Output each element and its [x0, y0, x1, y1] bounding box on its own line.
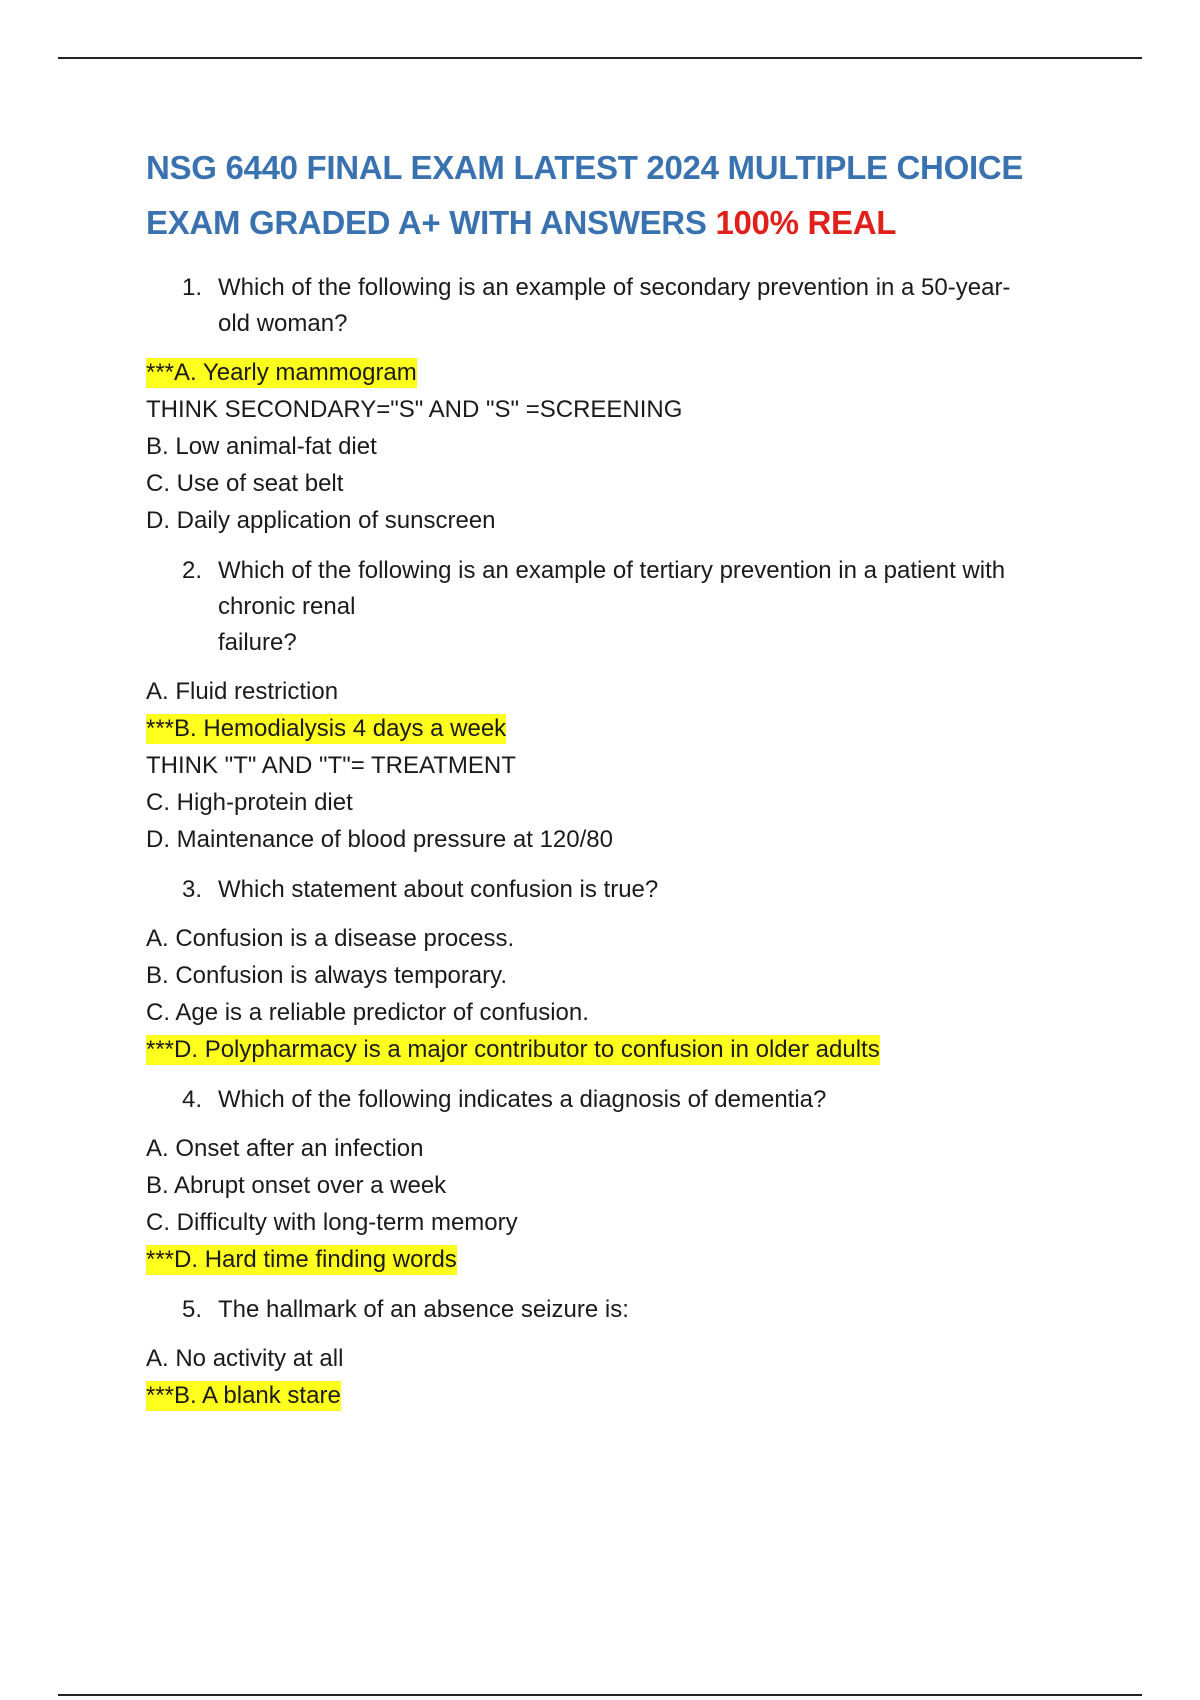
answer-line [146, 428, 1106, 465]
answer-text: A. Fluid restriction [146, 678, 339, 705]
question-3 [182, 872, 1082, 908]
question-number: 2. [182, 557, 203, 584]
answer-text: D. Daily application of sunscreen [146, 507, 496, 534]
question-text-line: old woman? [218, 310, 348, 337]
question-text-line: Which statement about confusion is true? [218, 876, 659, 903]
answer-line [146, 957, 1106, 994]
question-text [218, 1082, 1082, 1118]
question-number: 1. [182, 274, 203, 301]
question-1 [182, 270, 1082, 342]
answer-text: C. Age is a reliable predictor of confusion. [146, 999, 589, 1026]
answer-line [146, 747, 1106, 784]
question-text [218, 270, 1082, 342]
question-4 [182, 1082, 1082, 1118]
answer-text: C. Difficulty with long-term memory [146, 1209, 518, 1236]
answer-list [146, 1130, 1106, 1278]
header-rule [58, 57, 1142, 59]
answer-text: ***B. A blank stare [146, 1382, 341, 1409]
question-text-line: chronic renal [218, 593, 356, 620]
answer-text: B. Low animal-fat diet [146, 433, 377, 460]
answer-list [146, 673, 1106, 858]
title-accent: 100% REAL [715, 204, 897, 241]
correct-answer [146, 1031, 1106, 1068]
answer-text: ***B. Hemodialysis 4 days a week [146, 715, 507, 742]
answer-text: THINK SECONDARY="S" AND "S" =SCREENING [146, 396, 683, 423]
correct-answer [146, 354, 1106, 391]
answer-list [146, 354, 1106, 539]
answer-text: A. Confusion is a disease process. [146, 925, 515, 952]
answer-text: ***A. Yearly mammogram [146, 359, 417, 386]
answer-text: A. Onset after an infection [146, 1135, 424, 1162]
answer-line [146, 1167, 1106, 1204]
answer-text: THINK "T" AND "T"= TREATMENT [146, 752, 516, 779]
correct-answer [146, 1241, 1106, 1278]
question-5 [182, 1292, 1082, 1328]
question-2 [182, 553, 1082, 661]
question-text [218, 1292, 1082, 1328]
question-text-line: Which of the following is an example of tertiary prevention in a patient with [218, 557, 1006, 584]
question-number: 4. [182, 1086, 203, 1113]
answer-line [146, 502, 1106, 539]
question-text-line: Which of the following is an example of secondary prevention in a 50-year- [218, 274, 1011, 301]
answer-line [146, 821, 1106, 858]
answer-text: ***D. Hard time finding words [146, 1246, 457, 1273]
answer-line [146, 465, 1106, 502]
answer-text: B. Abrupt onset over a week [146, 1172, 447, 1199]
correct-answer [146, 1377, 1106, 1414]
answer-text: C. High-protein diet [146, 789, 353, 816]
question-number: 5. [182, 1296, 203, 1323]
question-text [218, 553, 1082, 661]
answer-line [146, 920, 1106, 957]
title-main: NSG 6440 FINAL EXAM LATEST 2024 MULTIPLE CHOICE EXAM GRADED A+ WITH ANSWERS [146, 149, 1024, 241]
answer-list [146, 920, 1106, 1068]
answer-line [146, 994, 1106, 1031]
question-list [146, 270, 1106, 1414]
question-number: 3. [182, 876, 203, 903]
answer-text: C. Use of seat belt [146, 470, 344, 497]
answer-line [146, 1340, 1106, 1377]
answer-list [146, 1340, 1106, 1414]
answer-line [146, 784, 1106, 821]
answer-text: D. Maintenance of blood pressure at 120/80 [146, 826, 613, 853]
question-text-line: The hallmark of an absence seizure is: [218, 1296, 629, 1323]
document-body [146, 140, 1106, 1428]
question-text [218, 872, 1082, 908]
correct-answer [146, 710, 1106, 747]
answer-line [146, 673, 1106, 710]
document-title [146, 140, 1106, 250]
answer-text: A. No activity at all [146, 1345, 344, 1372]
answer-line [146, 391, 1106, 428]
answer-line [146, 1204, 1106, 1241]
answer-text: B. Confusion is always temporary. [146, 962, 508, 989]
answer-line [146, 1130, 1106, 1167]
question-text-line: Which of the following indicates a diagnosis of dementia? [218, 1086, 827, 1113]
answer-text: ***D. Polypharmacy is a major contributor to confusion in older adults [146, 1036, 880, 1063]
footer-rule [58, 1694, 1142, 1696]
question-text-line: failure? [218, 629, 297, 656]
